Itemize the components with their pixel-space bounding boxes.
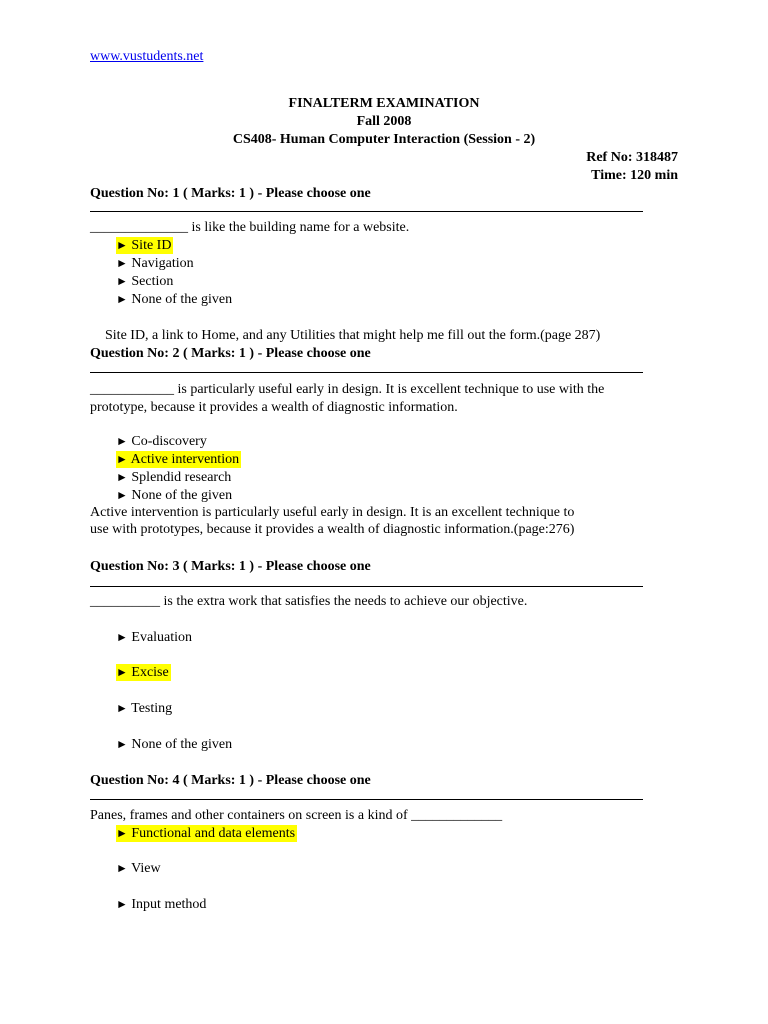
exam-title: FINALTERM EXAMINATION (288, 96, 480, 111)
option-label: View (131, 861, 161, 876)
question-1-rule (90, 211, 643, 212)
question-3-option-1[interactable] (116, 629, 192, 646)
question-4-option-1[interactable] (116, 825, 297, 842)
arrow-icon: ► (116, 274, 128, 288)
question-2-option-2[interactable] (116, 451, 241, 468)
arrow-icon: ► (116, 897, 128, 911)
question-1-option-1[interactable] (116, 237, 173, 254)
question-2-heading: Question No: 2 ( Marks: 1 ) - Please choose one (90, 346, 371, 361)
option-label: Testing (131, 701, 173, 716)
question-1-option-3[interactable] (116, 273, 173, 290)
question-4-option-2[interactable] (116, 860, 161, 877)
option-label: Co-discovery (131, 434, 207, 449)
arrow-icon: ► (116, 701, 128, 715)
arrow-icon: ► (116, 861, 128, 875)
question-3-option-2[interactable] (116, 664, 171, 681)
arrow-icon: ► (116, 488, 128, 502)
question-2-note-line-2: use with prototypes, because it provides a wealth of diagnostic information.(page:276) (90, 522, 575, 537)
option-label: Splendid research (131, 470, 232, 485)
question-4-text: Panes, frames and other containers on screen is a kind of _____________ (90, 808, 503, 823)
question-1-option-2[interactable] (116, 255, 194, 272)
question-1-heading: Question No: 1 ( Marks: 1 ) - Please choose one (90, 186, 371, 201)
arrow-icon: ► (116, 826, 128, 840)
exam-time: Time: 120 min (591, 168, 678, 183)
question-4-heading: Question No: 4 ( Marks: 1 ) - Please choose one (90, 773, 371, 788)
question-3-option-3[interactable] (116, 700, 172, 717)
arrow-icon: ► (116, 665, 128, 679)
option-label: Excise (131, 665, 169, 680)
question-2-text-line-2: prototype, because it provides a wealth of diagnostic information. (90, 400, 458, 415)
question-2-option-4[interactable] (116, 487, 232, 504)
question-1-note: Site ID, a link to Home, and any Utilities that might help me fill out the form.(page 287) (105, 328, 601, 343)
arrow-icon: ► (116, 737, 128, 751)
arrow-icon: ► (116, 434, 128, 448)
question-2-option-3[interactable] (116, 469, 231, 486)
exam-term: Fall 2008 (356, 114, 412, 129)
option-label: Navigation (131, 256, 194, 271)
question-4-rule (90, 799, 643, 800)
question-3-rule (90, 586, 643, 587)
option-label: Active intervention (130, 452, 240, 467)
ref-number: Ref No: 318487 (586, 150, 678, 165)
option-label: Site ID (131, 238, 172, 253)
arrow-icon: ► (116, 630, 128, 644)
question-1-option-4[interactable] (116, 291, 232, 308)
site-link[interactable]: www.vustudents.net (90, 49, 204, 64)
option-label: Evaluation (131, 630, 193, 645)
option-label: Section (131, 274, 174, 289)
arrow-icon: ► (116, 292, 128, 306)
option-label: None of the given (131, 488, 233, 503)
course-title: CS408- Human Computer Interaction (Session - 2) (232, 132, 536, 147)
arrow-icon: ► (116, 256, 128, 270)
question-4-option-3[interactable] (116, 896, 206, 913)
question-3-heading: Question No: 3 ( Marks: 1 ) - Please choose one (90, 559, 371, 574)
option-label: Functional and data elements (131, 826, 296, 841)
arrow-icon: ► (116, 452, 128, 466)
option-label: None of the given (131, 737, 233, 752)
question-3-option-4[interactable] (116, 736, 232, 753)
question-2-option-1[interactable] (116, 433, 207, 450)
question-2-note-line-1: Active intervention is particularly useful early in design. It is an excellent technique to (90, 505, 575, 520)
question-1-text: ______________ is like the building name for a website. (90, 220, 410, 235)
option-label: None of the given (131, 292, 233, 307)
question-2-text-line-1: ____________ is particularly useful early in design. It is excellent technique to use with the (90, 382, 605, 397)
arrow-icon: ► (116, 238, 128, 252)
arrow-icon: ► (116, 470, 128, 484)
question-2-rule (90, 372, 643, 373)
option-label: Input method (131, 897, 207, 912)
question-3-text: __________ is the extra work that satisfies the needs to achieve our objective. (90, 594, 528, 609)
